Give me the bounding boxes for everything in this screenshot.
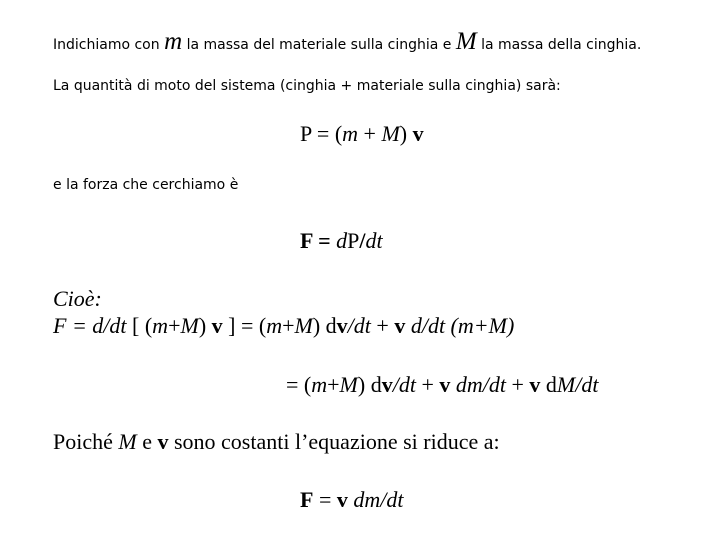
force-expansion-equation	[53, 313, 514, 339]
symbol-M: M	[339, 372, 358, 397]
text: = (	[311, 121, 343, 146]
symbol-m: m	[152, 313, 169, 338]
momentum-intro: La quantità di moto del sistema (cinghia + materiale sulla cinghia) sarà:	[53, 78, 561, 94]
symbol-v: v	[336, 487, 348, 512]
symbol-M: M	[180, 313, 199, 338]
momentum-equation	[300, 121, 424, 147]
symbol-M: M	[118, 429, 137, 454]
text: /	[359, 228, 366, 253]
text: e	[136, 429, 158, 454]
symbol-M: M	[294, 313, 313, 338]
symbol-v: v	[157, 429, 169, 454]
text: +	[327, 372, 340, 397]
final-force-equation	[300, 487, 404, 513]
text: /dt	[392, 372, 416, 397]
text: )	[198, 313, 212, 338]
text: la massa della cinghia.	[476, 37, 642, 53]
symbol-m: m	[164, 28, 183, 55]
text: dm/dt	[450, 372, 506, 397]
force-expansion-continued	[286, 372, 598, 398]
symbol-P: P	[347, 228, 360, 253]
force-equation	[300, 228, 383, 254]
force-intro: e la forza che cerchiamo è	[53, 177, 239, 193]
text: d/dt (m+M)	[405, 313, 515, 338]
text: F =	[300, 228, 337, 253]
text: = (	[286, 372, 312, 397]
symbol-v: v	[529, 372, 541, 397]
symbol-M: M	[556, 372, 576, 397]
symbol-m: m	[266, 313, 283, 338]
text: +	[282, 313, 295, 338]
text: Poiché	[53, 429, 119, 454]
text: F = d/dt	[53, 313, 127, 338]
text: +	[415, 372, 440, 397]
text: sono costanti l’equazione si riduce a:	[168, 429, 500, 454]
text: ) d	[312, 313, 337, 338]
text: /dt	[575, 372, 599, 397]
text: )	[399, 121, 413, 146]
cioe-label: Cioè:	[53, 286, 102, 311]
symbol-F: F	[300, 487, 314, 512]
text: dm/dt	[347, 487, 404, 512]
text: d	[336, 228, 348, 253]
symbol-v: v	[211, 313, 223, 338]
symbol-M: M	[381, 121, 400, 146]
symbol-v: v	[336, 313, 348, 338]
text: ] = (	[222, 313, 267, 338]
text: +	[358, 121, 382, 146]
text: d	[540, 372, 557, 397]
symbol-m: m	[342, 121, 359, 146]
constants-statement	[53, 429, 500, 455]
symbol-v: v	[394, 313, 406, 338]
text: ) d	[357, 372, 382, 397]
text: Indichiamo con	[53, 37, 165, 53]
symbol-m: m	[311, 372, 328, 397]
text: dt	[365, 228, 383, 253]
symbol-v: v	[439, 372, 451, 397]
text: +	[505, 372, 530, 397]
symbol-v: v	[412, 121, 424, 146]
symbol-P: P	[300, 121, 312, 146]
symbol-M: M	[455, 28, 477, 55]
text: [ (	[126, 313, 153, 338]
text: =	[313, 487, 337, 512]
text: la massa del materiale sulla cinghia e	[182, 37, 456, 53]
text: /dt	[347, 313, 371, 338]
text: +	[370, 313, 395, 338]
symbol-v: v	[381, 372, 393, 397]
text: +	[168, 313, 181, 338]
intro-line-masses	[53, 28, 641, 56]
